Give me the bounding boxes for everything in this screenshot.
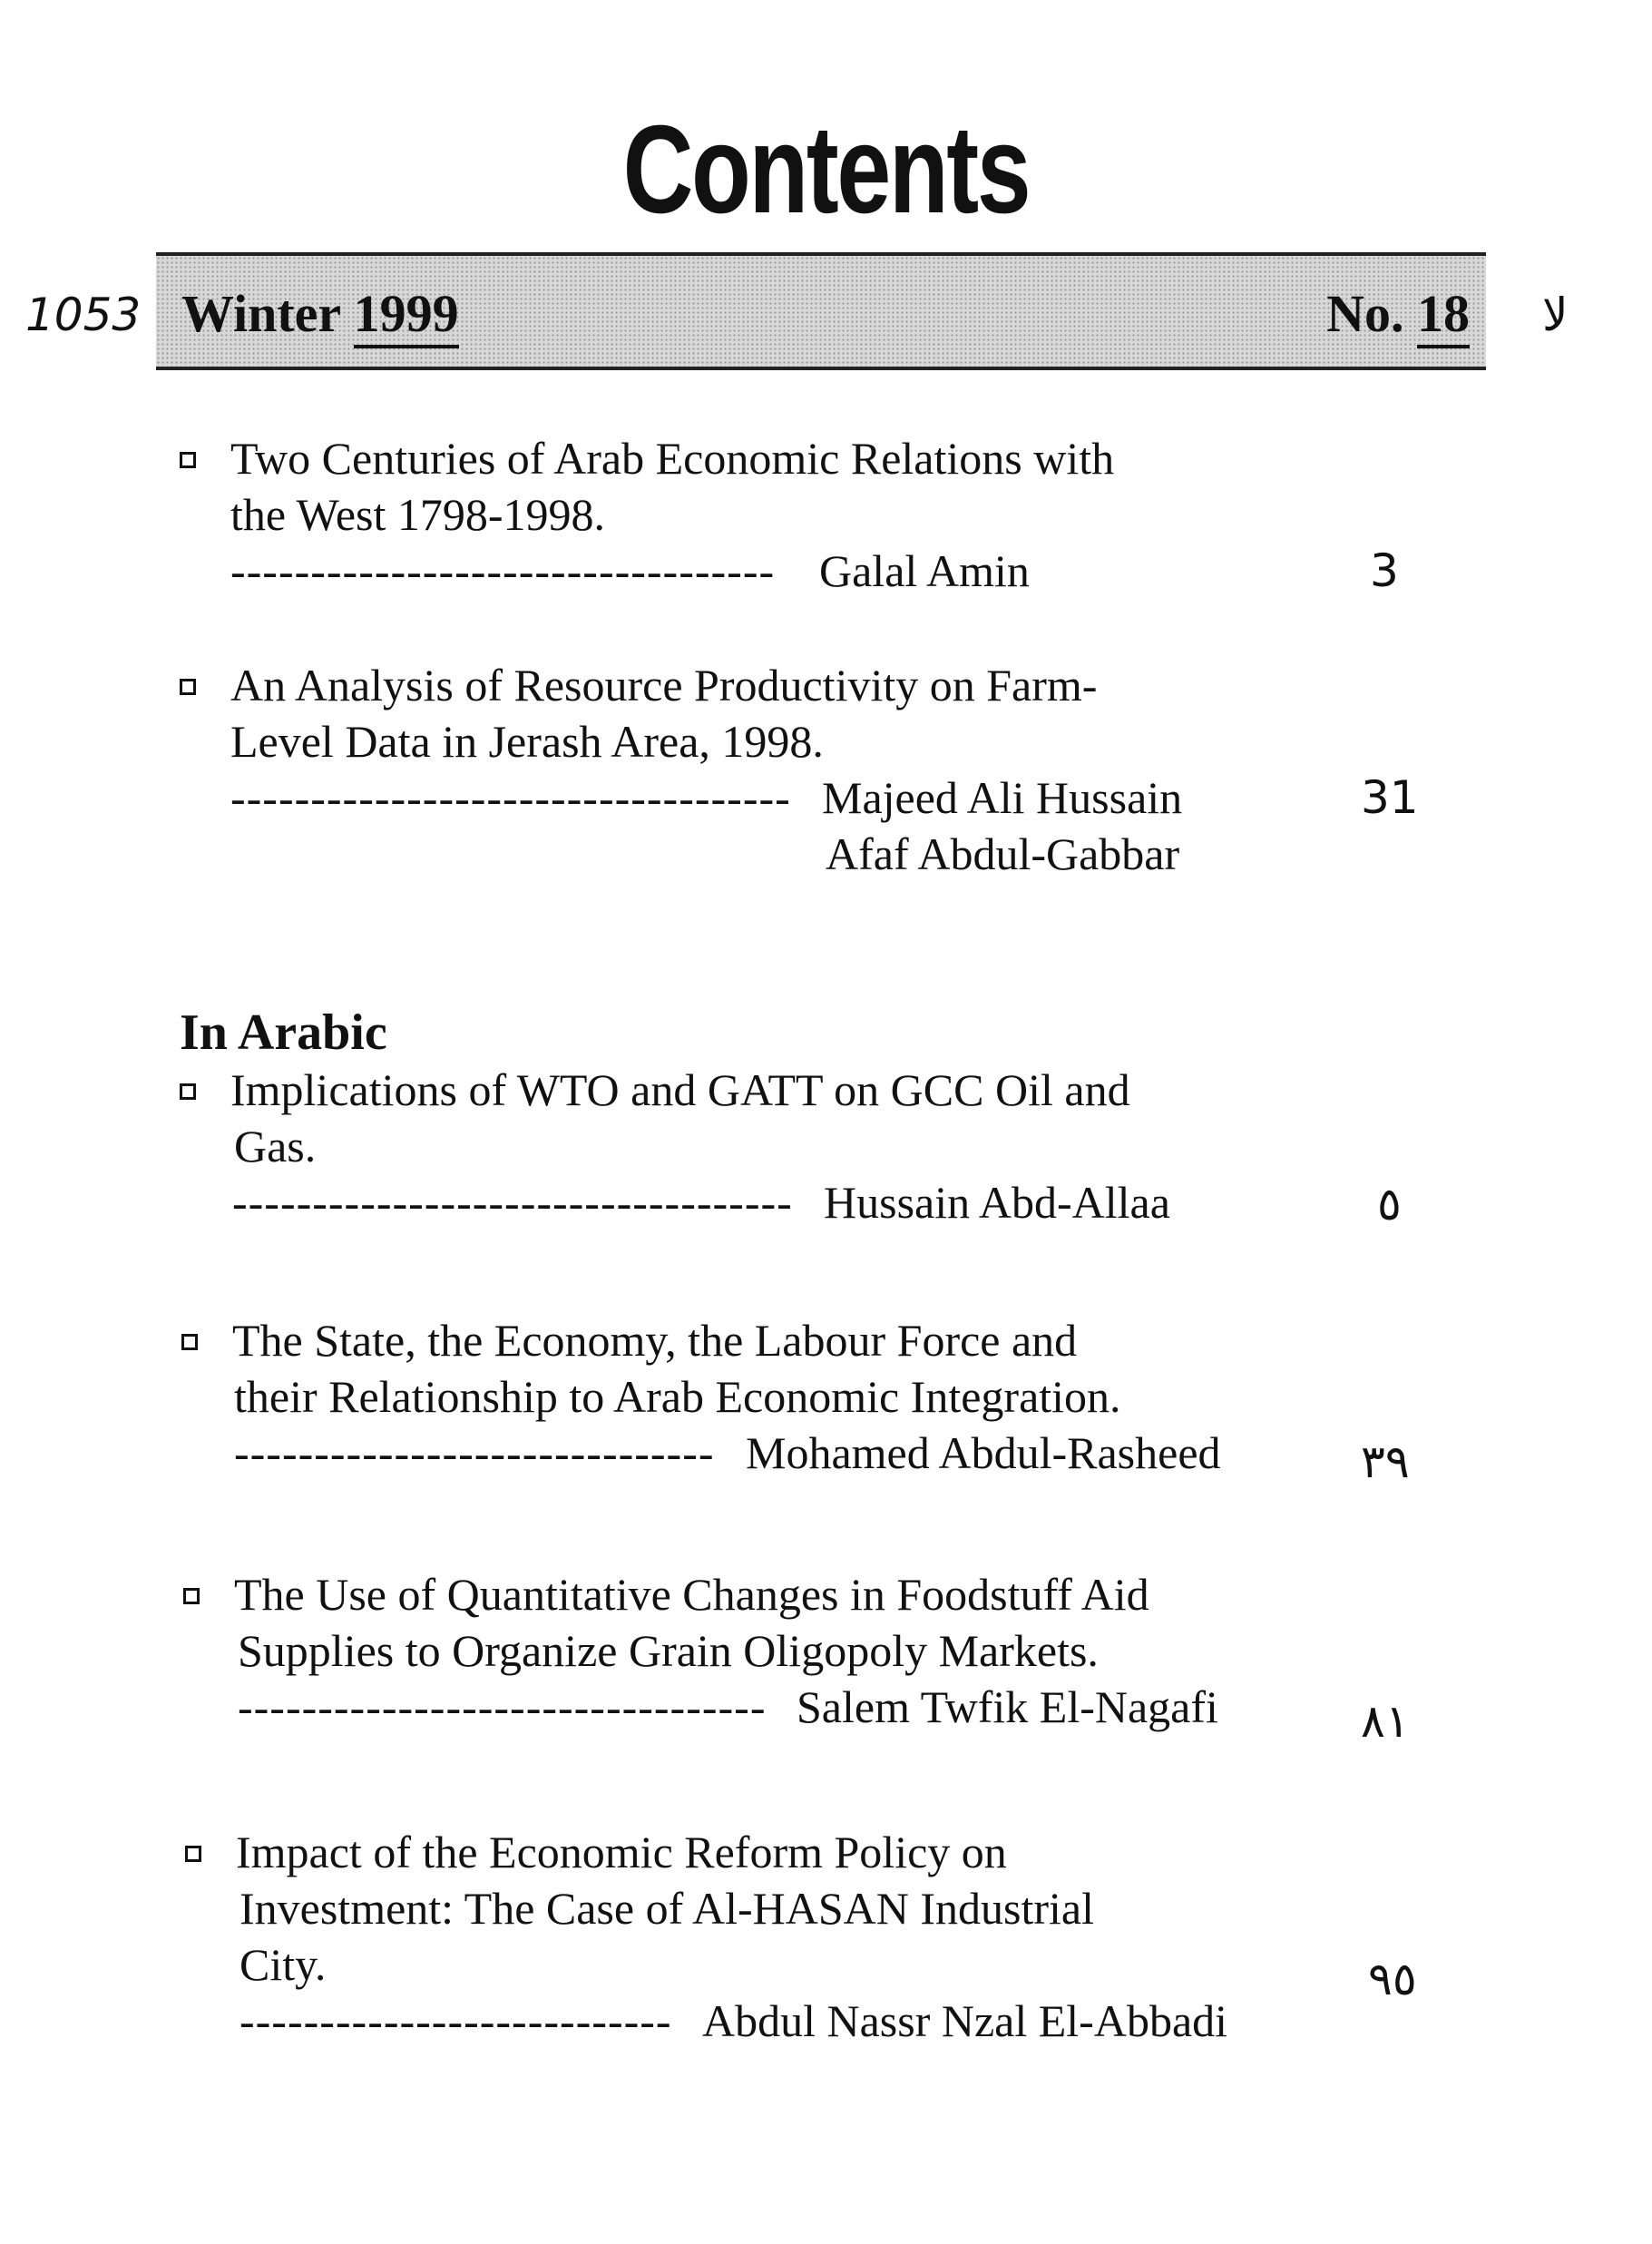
- toc-entry[interactable]: [185, 1824, 1455, 2051]
- toc-entry[interactable]: [180, 430, 1450, 603]
- leader-dashes: ------------------------------: [234, 1427, 715, 1478]
- toc-entry[interactable]: [180, 1062, 1450, 1234]
- entry-author: Galal Amin: [819, 545, 1030, 596]
- entry-title-line: Investment: The Case of Al-HASAN Industrial: [239, 1883, 1094, 1934]
- handwritten-note-left: 1053: [25, 289, 142, 341]
- entry-author: Afaf Abdul-Gabbar: [826, 828, 1180, 879]
- entry-title-line: The State, the Economy, the Labour Force and: [232, 1315, 1078, 1366]
- entry-title-line: Implications of WTO and GATT on GCC Oil and: [230, 1064, 1130, 1115]
- checkbox-bullet-icon: [185, 1846, 201, 1862]
- leader-dashes: ---------------------------: [239, 1995, 672, 2046]
- leader-dashes: ---------------------------------: [238, 1681, 767, 1732]
- section-heading-arabic: In Arabic: [180, 1004, 387, 1061]
- entry-page-number: ٥: [1377, 1178, 1402, 1230]
- entry-page-number: ٣٩: [1361, 1436, 1410, 1488]
- toc-entry[interactable]: [183, 1566, 1453, 1739]
- entry-page-number: 31: [1361, 771, 1419, 824]
- entry-title-line: their Relationship to Arab Economic Integration.: [234, 1371, 1121, 1422]
- issue-banner: [156, 252, 1486, 370]
- entry-author: Hussain Abd-Allaa: [824, 1177, 1170, 1228]
- page-title: Contents: [622, 100, 1030, 240]
- entry-author: Mohamed Abdul-Rasheed: [746, 1427, 1221, 1478]
- entry-title-line: City.: [239, 1939, 327, 1990]
- entry-author: Abdul Nassr Nzal El-Abbadi: [702, 1995, 1228, 2046]
- toc-entry[interactable]: [180, 657, 1450, 893]
- issue-number-block: [1326, 283, 1470, 344]
- entry-author: Salem Twfik El-Nagafi: [797, 1681, 1218, 1732]
- issue-prefix: No.: [1326, 284, 1404, 343]
- entry-title-line: Supplies to Organize Grain Oligopoly Markets.: [238, 1625, 1099, 1676]
- issue-number: 18: [1417, 284, 1470, 348]
- issue-year: 1999: [354, 284, 459, 348]
- checkbox-bullet-icon: [180, 452, 196, 468]
- entry-page-number: ٩٥: [1368, 1953, 1417, 2005]
- handwritten-note-right: ﻟﺎ: [1542, 289, 1569, 341]
- checkbox-bullet-icon: [183, 1588, 200, 1604]
- entry-page-number: ٨١: [1361, 1695, 1410, 1748]
- entry-page-number: 3: [1370, 544, 1399, 597]
- entry-author: Majeed Ali Hussain: [822, 772, 1183, 823]
- checkbox-bullet-icon: [180, 1083, 196, 1100]
- entry-title-line: Impact of the Economic Reform Policy on: [236, 1827, 1007, 1877]
- issue-season: [181, 283, 459, 344]
- leader-dashes: -----------------------------------: [232, 1177, 793, 1228]
- leader-dashes: -----------------------------------: [230, 772, 791, 823]
- entry-title-line: The Use of Quantitative Changes in Foodstuff Aid: [234, 1569, 1149, 1620]
- entry-title-line: An Analysis of Resource Productivity on Farm-: [230, 660, 1098, 710]
- checkbox-bullet-icon: [181, 1334, 198, 1350]
- entry-title-line: the West 1798-1998.: [230, 489, 606, 540]
- toc-entry[interactable]: [181, 1312, 1452, 1485]
- leader-dashes: ----------------------------------: [230, 545, 776, 596]
- season-label: Winter: [181, 284, 341, 343]
- checkbox-bullet-icon: [180, 679, 196, 695]
- entry-title-line: Gas.: [234, 1121, 317, 1171]
- entry-title-line: Two Centuries of Arab Economic Relations with: [230, 433, 1115, 484]
- entry-title-line: Level Data in Jerash Area, 1998.: [230, 716, 824, 767]
